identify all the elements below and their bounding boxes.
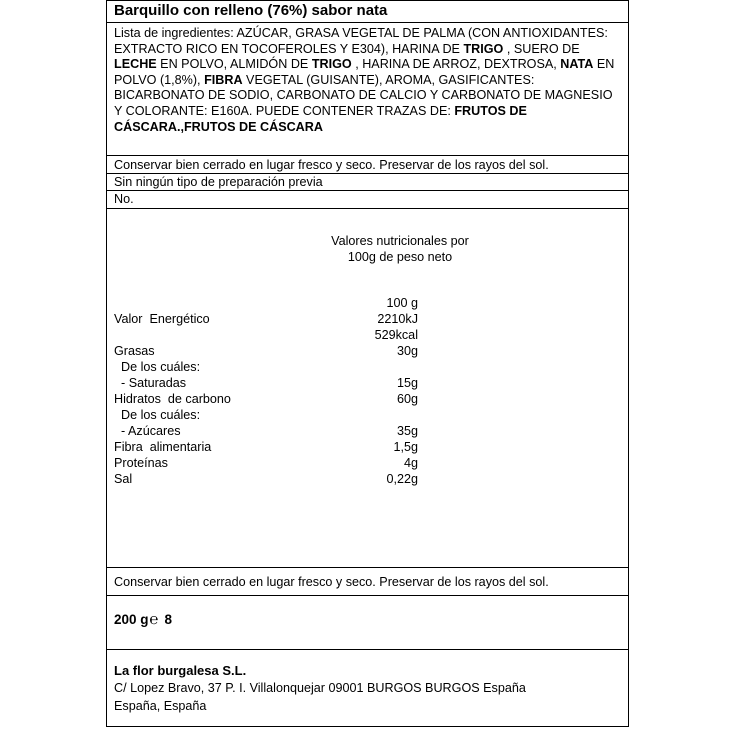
- ingredient-text: Lista de ingredientes: AZÚCAR, GRASA VEGETAL DE PALMA (CON ANTIOXIDANTES: EXTRACTO RICO EN TOCOFEROLES Y E304), HARINA DE: [114, 26, 608, 56]
- nutrient-name: Fibra alimentaria: [114, 440, 212, 454]
- storage-text: Conservar bien cerrado en lugar fresco y seco. Preservar de los rayos del sol.: [114, 158, 549, 172]
- nutrition-row: [114, 456, 418, 472]
- nutrient-name: Proteínas: [114, 456, 168, 470]
- company-address: C/ Lopez Bravo, 37 P. I. Villalonquejar 09001 BURGOS BURGOS España: [114, 681, 526, 695]
- nutrition-row: [114, 392, 418, 408]
- nutrient-value: 15g: [396, 376, 418, 390]
- nutrient-value: 4g: [403, 456, 418, 470]
- unit-count: 8: [164, 612, 173, 627]
- no-text: No.: [114, 192, 134, 206]
- storage-text-2: Conservar bien cerrado en lugar fresco y seco. Preservar de los rayos del sol.: [114, 575, 549, 589]
- nutrient-value: 1,5g: [393, 440, 418, 454]
- ingredient-text: EN POLVO (1,8%),: [114, 57, 615, 87]
- company-name: La flor burgalesa S.L.: [114, 663, 247, 678]
- nutrition-row: [114, 408, 418, 424]
- divider: [107, 173, 628, 174]
- allergen-text: FRUTOS DE CÁSCARA.,FRUTOS DE CÁSCARA: [114, 103, 527, 134]
- ingredient-text: EN POLVO, ALMIDÓN DE: [156, 57, 312, 72]
- divider: [107, 208, 628, 209]
- nutrition-row: [114, 312, 418, 328]
- net-weight-row: [114, 611, 172, 628]
- allergen-text: TRIGO: [311, 57, 352, 72]
- nutrient-value: 60g: [396, 392, 418, 406]
- nutrient-name: Valor Energético: [114, 312, 210, 326]
- net-weight: 200 g: [114, 612, 149, 627]
- ingredients-list: [114, 26, 619, 135]
- nutrition-column-header: [114, 296, 418, 312]
- ingredient-text: , HARINA DE ARROZ, DEXTROSA,: [351, 57, 561, 72]
- nutrient-name: Sal: [114, 472, 133, 486]
- nutrient-value: 529kcal: [374, 328, 418, 342]
- nutrient-name: - Saturadas: [114, 376, 187, 390]
- preparation-text: Sin ningún tipo de preparación previa: [114, 175, 323, 189]
- nutrient-name: De los cuáles:: [114, 360, 201, 374]
- nutrition-row: [114, 472, 418, 488]
- title-row: [107, 1, 628, 23]
- allergen-text: NATA: [560, 57, 594, 72]
- nutrient-name: Hidratos de carbono: [114, 392, 231, 406]
- divider: [107, 155, 628, 156]
- allergen-text: FIBRA: [204, 72, 243, 87]
- product-title: Barquillo con relleno (76%) sabor nata: [114, 2, 388, 19]
- nutrition-column-label: 100 g: [386, 296, 418, 310]
- nutrient-value: 30g: [396, 344, 418, 358]
- allergen-text: TRIGO: [463, 41, 504, 56]
- divider: [107, 649, 628, 650]
- nutrient-value: 35g: [396, 424, 418, 438]
- allergen-text: LECHE: [114, 57, 157, 72]
- nutrition-row: [114, 344, 418, 360]
- divider: [107, 190, 628, 191]
- nutrient-name: - Azúcares: [114, 424, 181, 438]
- product-label: [106, 0, 629, 727]
- nutrition-row: [114, 440, 418, 456]
- nutrition-header: Valores nutricionales por 100g de peso neto: [331, 234, 469, 264]
- nutrient-name: De los cuáles:: [114, 408, 201, 422]
- nutrition-row: [114, 424, 418, 440]
- company-country: España, España: [114, 699, 207, 713]
- nutrition-row: [114, 360, 418, 376]
- ingredient-text: VEGETAL (GUISANTE), AROMA, GASIFICANTES: BICARBONATO DE SODIO, CARBONATO DE CALCIO Y CARBONATO DE MAGNESIO Y COLORANTE: E160A. PUEDE CONTENER TRAZAS DE:: [114, 72, 613, 118]
- nutrition-row: [114, 376, 418, 392]
- divider: [107, 595, 628, 596]
- nutrition-row: [114, 328, 418, 344]
- nutrient-name: Grasas: [114, 344, 155, 358]
- estimated-sign-icon: ℮: [149, 611, 159, 628]
- divider: [107, 567, 628, 568]
- ingredient-text: , SUERO DE: [503, 41, 580, 56]
- nutrient-value: 0,22g: [386, 472, 418, 486]
- nutrient-value: 2210kJ: [377, 312, 418, 326]
